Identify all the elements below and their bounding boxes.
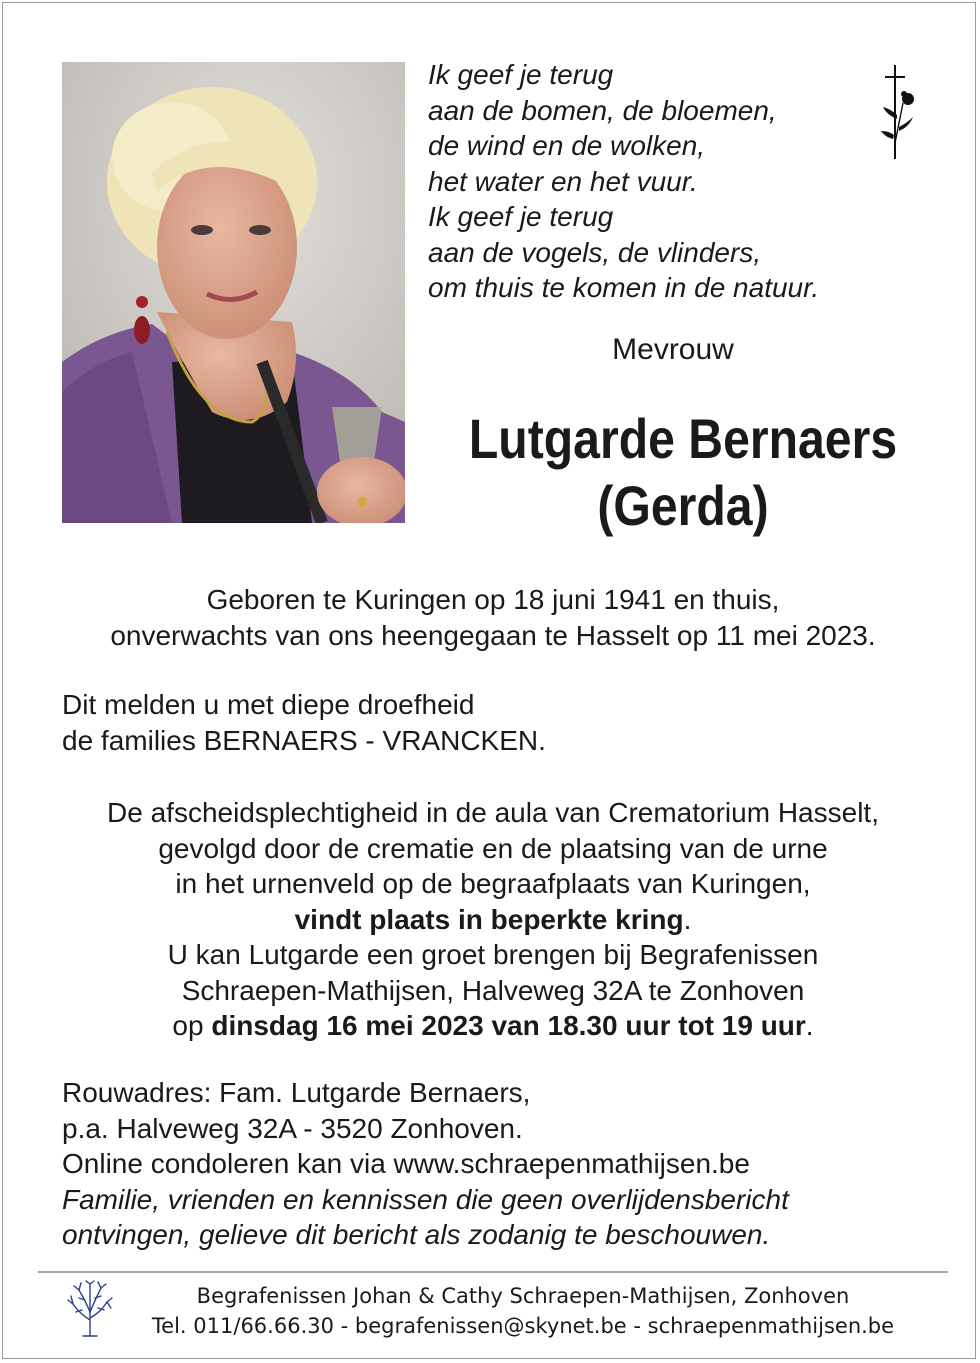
poem-line: de wind en de wolken,: [428, 130, 706, 161]
text-line: Dit melden u met diepe droefheid: [62, 689, 475, 720]
punctuation: .: [683, 903, 692, 935]
bold-text: vindt plaats in beperkte kring: [294, 903, 684, 935]
cross-rose-icon: [877, 63, 923, 163]
text-line: Online condoleren kan via www.schraepenmathijsen.be: [62, 1148, 750, 1179]
footer-company: Begrafenissen Johan & Cathy Schraepen-Mathijsen, Zonhoven: [196, 1284, 850, 1308]
deceased-nickname: (Gerda): [597, 474, 769, 537]
text-start: op: [172, 1010, 212, 1041]
portrait-illustration: [62, 62, 405, 523]
text-line: [43, 1008, 943, 1044]
text-line: ontvingen, gelieve dit bericht als zodanig te beschouwen.: [62, 1219, 771, 1250]
portrait-photo: [62, 62, 405, 523]
poem: [428, 57, 888, 306]
punctuation: .: [805, 1010, 814, 1041]
obituary-card: [2, 2, 976, 1359]
poem-line: het water en het vuur.: [428, 165, 698, 197]
text-line: in het urnenveld op de begraafplaats van Kuringen,: [175, 868, 811, 899]
poem-line: Ik geef je terug: [428, 201, 614, 232]
deceased-name: [459, 405, 906, 539]
ceremony-info: [43, 795, 943, 1044]
poem-line: om thuis te komen in de natuur.: [428, 272, 820, 303]
footer: [123, 1281, 923, 1341]
contact-info: [62, 1075, 942, 1253]
text-line: onverwachts van ons heengegaan te Hasselt op 11 mei 2023.: [110, 619, 876, 651]
text-line: U kan Lutgarde een groet brengen bij Begrafenissen: [167, 939, 819, 970]
announcement: [62, 687, 942, 758]
footer-divider: [38, 1271, 948, 1273]
text-line: Rouwadres: Fam. Lutgarde Bernaers,: [62, 1077, 531, 1108]
text-line: de families BERNAERS - VRANCKEN.: [62, 724, 546, 756]
text-line: [43, 902, 943, 938]
tree-logo-icon: [65, 1280, 115, 1338]
text-line: Schraepen-Mathijsen, Halveweg 32A te Zonhoven: [181, 974, 805, 1006]
deceased-full-name: Lutgarde Bernaers: [468, 407, 898, 470]
poem-line: aan de vogels, de vlinders,: [428, 236, 762, 268]
text-line: Geboren te Kuringen op 18 juni 1941 en thuis,: [206, 584, 780, 615]
text-line: gevolgd door de crematie en de plaatsing van de urne: [158, 832, 828, 864]
poem-line: aan de bomen, de bloemen,: [428, 94, 777, 126]
footer-contact: Tel. 011/66.66.30 - begrafenissen@skynet.be - schraepenmathijsen.be: [151, 1314, 895, 1338]
text-line: p.a. Halveweg 32A - 3520 Zonhoven.: [62, 1112, 523, 1144]
bold-text: dinsdag 16 mei 2023 van 18.30 uur tot 19 uur: [211, 1010, 806, 1041]
poem-line: Ik geef je terug: [428, 59, 614, 90]
salutation: Mevrouw: [612, 333, 734, 366]
birth-death-info: [43, 582, 943, 653]
text-line: Familie, vrienden en kennissen die geen overlijdensbericht: [62, 1183, 789, 1215]
text-line: De afscheidsplechtigheid in de aula van Crematorium Hasselt,: [107, 797, 879, 828]
